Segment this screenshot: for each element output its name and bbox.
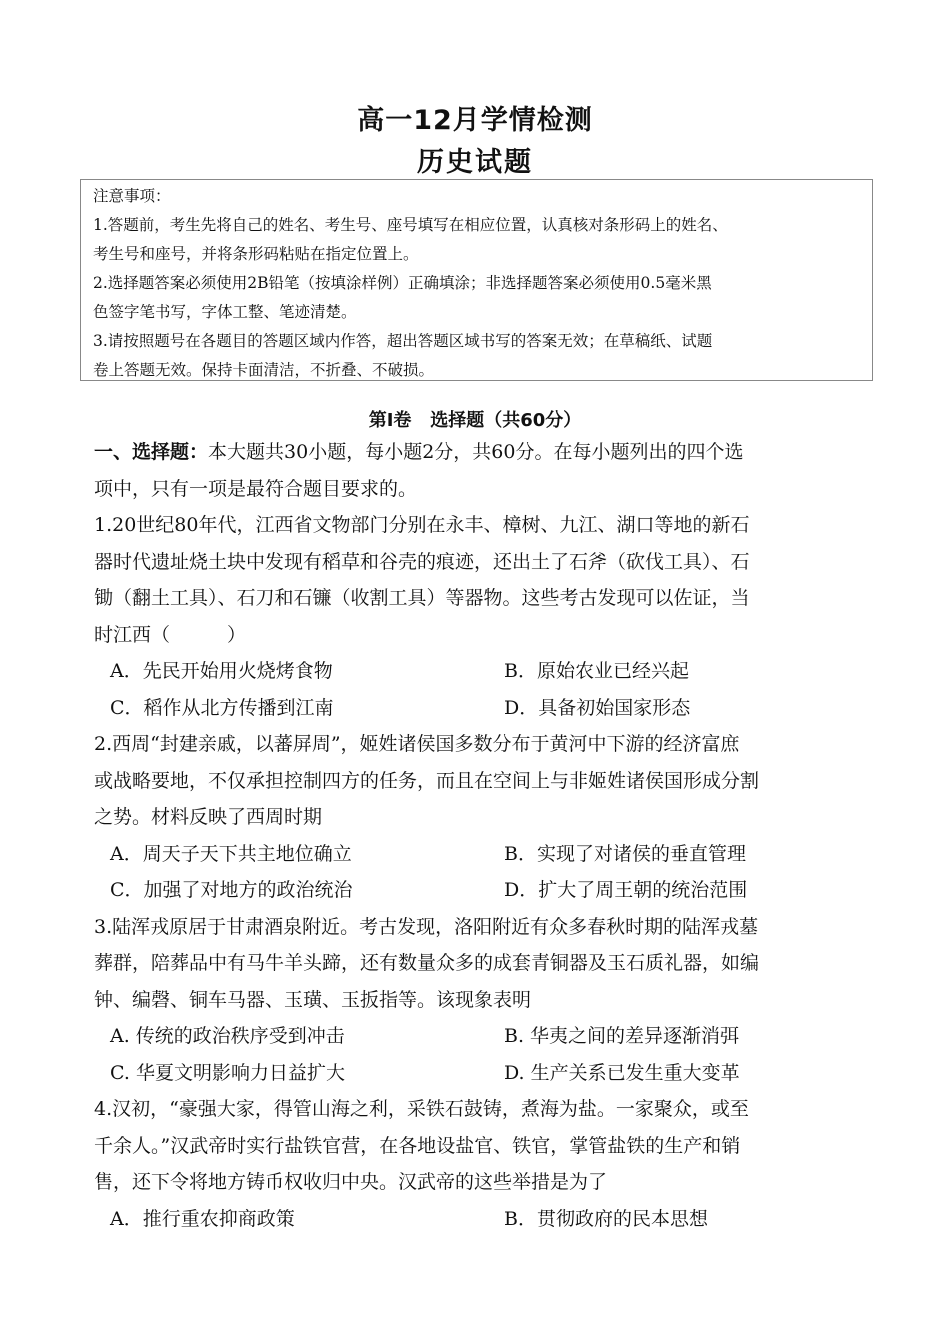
option-d: D．扩大了周王朝的统治范围: [504, 879, 748, 901]
option-b: B. 华夷之间的差异逐渐消弭: [504, 1025, 740, 1047]
option-row: [94, 1201, 864, 1238]
option-b: B．贯彻政府的民本思想: [504, 1207, 708, 1230]
question-4: [94, 1091, 864, 1237]
question-stem-line: 钟、编磬、铜车马器、玉璜、玉扳指等。该现象表明: [94, 988, 532, 1011]
instructions-line: 项中，只有一项是最符合题目要求的。: [94, 477, 418, 500]
notice-heading: 注意事项：: [93, 187, 171, 205]
notice-box: [80, 179, 873, 381]
section-heading: 第Ⅰ卷 选择题（共60分）: [368, 410, 582, 431]
notice-line: 3.请按照题号在各题目的答题区域内作答，超出答题区域书写的答案无效；在草稿纸、试题: [93, 332, 713, 350]
notice-line: 色签字笔书写，字体工整、笔迹清楚。: [93, 303, 357, 321]
instructions-line: [94, 434, 864, 471]
option-row: [94, 1018, 864, 1055]
part-label: 一、选择题：: [94, 441, 209, 463]
question-stem-line: 1.20世纪80年代，江西省文物部门分别在永丰、樟树、九江、湖口等地的新石: [94, 514, 750, 536]
option-d: D．具备初始国家形态: [504, 696, 691, 719]
option-b: B．实现了对诸侯的垂直管理: [504, 842, 746, 865]
option-a: A．推行重农抑商政策: [110, 1207, 295, 1230]
question-stem-line: 千余人。”汉武帝时实行盐铁官营，在各地设盐官、铁官，掌管盐铁的生产和销: [94, 1134, 741, 1157]
option-a: A．周天子天下共主地位确立: [110, 842, 352, 865]
question-stem-line: 3.陆浑戎原居于甘肃酒泉附近。考古发现，洛阳附近有众多春秋时期的陆浑戎墓: [94, 915, 759, 938]
option-c: C．加强了对地方的政治统治: [110, 879, 353, 901]
question-stem-line: 或战略要地，不仅承担控制四方的任务，而且在空间上与非姬姓诸侯国形成分割: [94, 769, 760, 792]
option-a: A．先民开始用火烧烤食物: [110, 660, 333, 682]
option-b: B．原始农业已经兴起: [504, 660, 689, 682]
question-stem-line: 器时代遗址烧土块中发现有稻草和谷壳的痕迹，还出土了石斧（砍伐工具）、石: [94, 550, 750, 573]
question-3: [94, 909, 864, 1092]
question-stem-line: 2.西周“封建亲戚，以蕃屏周”，姬姓诸侯国多数分布于黄河中下游的经济富庶: [94, 733, 740, 755]
question-stem-line: 葬群，陪葬品中有马牛羊头蹄，还有数量众多的成套青铜器及玉石质礼器，如编: [94, 952, 760, 974]
option-row: [94, 653, 864, 690]
question-area: [94, 434, 864, 1237]
exam-subtitle: 历史试题: [417, 147, 533, 178]
question-1: [94, 507, 864, 726]
option-row: [94, 872, 864, 909]
question-stem-line: 之势。材料反映了西周时期: [94, 806, 323, 828]
option-row: [94, 690, 864, 727]
option-row: [94, 836, 864, 873]
question-stem-line: 锄（翻土工具）、石刀和石镰（收割工具）等器物。这些考古发现可以佐证，当: [94, 587, 750, 609]
exam-title: 高一12月学情检测: [357, 105, 593, 136]
option-c: C．稻作从北方传播到江南: [110, 696, 334, 719]
question-stem-line: 售，还下令将地方铸币权收归中央。汉武帝的这些举措是为了: [94, 1171, 608, 1193]
option-c: C. 华夏文明影响力日益扩大: [110, 1061, 345, 1084]
notice-line: 1.答题前，考生先将自己的姓名、考生号、座号填写在相应位置，认真核对条形码上的姓名、: [93, 216, 728, 234]
notice-line: 卷上答题无效。保持卡面清洁，不折叠、不破损。: [93, 361, 435, 379]
question-stem-line: 4.汉初，“豪强大家，得管山海之利，采铁石鼓铸，煮海为盐。一家聚众，或至: [94, 1098, 749, 1120]
notice-line: 考生号和座号，并将条形码粘贴在指定位置上。: [93, 245, 419, 263]
notice-line: 2.选择题答案必须使用2B铅笔（按填涂样例）正确填涂；非选择题答案必须使用0.5毫米黑: [93, 274, 712, 292]
instructions-text: 本大题共30小题，每小题2分，共60分。在每小题列出的四个选: [208, 441, 744, 463]
question-2: [94, 726, 864, 909]
option-d: D. 生产关系已发生重大变革: [504, 1061, 740, 1084]
option-a: A. 传统的政治秩序受到冲击: [110, 1025, 345, 1047]
question-stem-line: 时江西（ ）: [94, 623, 247, 646]
option-row: [94, 1055, 864, 1092]
